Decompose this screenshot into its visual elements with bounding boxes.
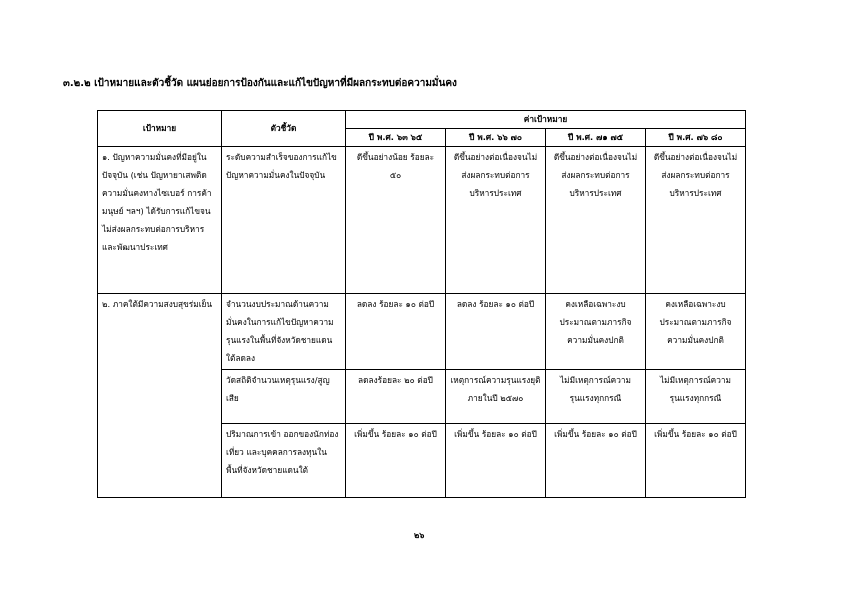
target-cell: ไม่มีเหตุการณ์ความรุนแรงทุกกรณี: [646, 370, 746, 424]
target-cell: ดีขึ้นอย่างต่อเนื่องจนไม่ส่งผลกระทบต่อการบริหารประเทศ: [446, 147, 546, 294]
target-cell: ดีขึ้นอย่างน้อย ร้อยละ ๕๐: [346, 147, 446, 294]
target-cell: เพิ่มขึ้น ร้อยละ ๑๐ ต่อปี: [346, 424, 446, 498]
target-cell: ไม่มีเหตุการณ์ความรุนแรงทุกกรณี: [546, 370, 646, 424]
indicator-cell: จำนวนงบประมาณด้านความมั่นคงในการแก้ไขปัญหาความรุนแรงในพื้นที่จังหวัดชายแดนใต้ลดลง: [222, 294, 346, 370]
page-number: ๒๖: [414, 531, 425, 540]
indicator-cell: วัดสถิติจำนวนเหตุรุนแรง/สูญเสีย: [222, 370, 346, 424]
target-cell: ดีขึ้นอย่างต่อเนื่องจนไม่ส่งผลกระทบต่อการบริหารประเทศ: [546, 147, 646, 294]
indicator-cell: ปริมาณการเข้า ออกของนักท่องเที่ยว และบุคคลการลงทุนในพื้นที่จังหวัดชายแดนใต้: [222, 424, 346, 498]
goal-cell: ๑. ปัญหาความมั่นคงที่มีอยู่ในปัจจุบัน (เช่น ปัญหายาเสพติด ความมั่นคงทางไซเบอร์ การค้ามนุษย์ ฯลฯ) ได้รับการแก้ไขจนไม่ส่งผลกระทบต่อการบริหารและพัฒนาประเทศ: [98, 147, 222, 294]
target-cell: ลดลง ร้อยละ ๑๐ ต่อปี: [346, 294, 446, 370]
table-header-row: [98, 111, 746, 129]
goal-cell: ๒. ภาคใต้มีความสงบสุขร่มเย็น: [98, 294, 222, 498]
header-year-1: ปี พ.ศ. ๖๓ ๖๕: [346, 129, 446, 147]
target-cell: เพิ่มขึ้น ร้อยละ ๑๐ ต่อปี: [646, 424, 746, 498]
header-indicator: ตัวชี้วัด: [222, 111, 346, 147]
indicator-cell: ระดับความสำเร็จของการแก้ไขปัญหาความมั่นคงในปัจจุบัน: [222, 147, 346, 294]
table-row: [98, 147, 746, 294]
header-target: ค่าเป้าหมาย: [346, 111, 746, 129]
table-row: [98, 294, 746, 370]
target-cell: คงเหลือเฉพาะงบประมาณตามภารกิจความมั่นคงปกติ: [546, 294, 646, 370]
header-year-3: ปี พ.ศ. ๗๑ ๗๕: [546, 129, 646, 147]
header-goal: เป้าหมาย: [98, 111, 222, 147]
goals-indicators-table: [97, 110, 746, 498]
target-cell: เหตุการณ์ความรุนแรงยุติภายในปี ๒๕๗๐: [446, 370, 546, 424]
target-cell: เพิ่มขึ้น ร้อยละ ๑๐ ต่อปี: [446, 424, 546, 498]
target-cell: ลดลงร้อยละ ๒๐ ต่อปี: [346, 370, 446, 424]
target-cell: คงเหลือเฉพาะงบประมาณตามภารกิจความมั่นคงปกติ: [646, 294, 746, 370]
target-cell: เพิ่มขึ้น ร้อยละ ๑๐ ต่อปี: [546, 424, 646, 498]
header-year-4: ปี พ.ศ. ๗๖ ๘๐: [646, 129, 746, 147]
target-cell: ลดลง ร้อยละ ๑๐ ต่อปี: [446, 294, 546, 370]
section-heading: ๓.๒.๒ เป้าหมายและตัวชี้วัด แผนย่อยการป้องกันและแก้ไขปัญหาที่มีผลกระทบต่อความมั่นคง: [63, 78, 457, 89]
target-cell: ดีขึ้นอย่างต่อเนื่องจนไม่ส่งผลกระทบต่อการบริหารประเทศ: [646, 147, 746, 294]
header-year-2: ปี พ.ศ. ๖๖ ๗๐: [446, 129, 546, 147]
